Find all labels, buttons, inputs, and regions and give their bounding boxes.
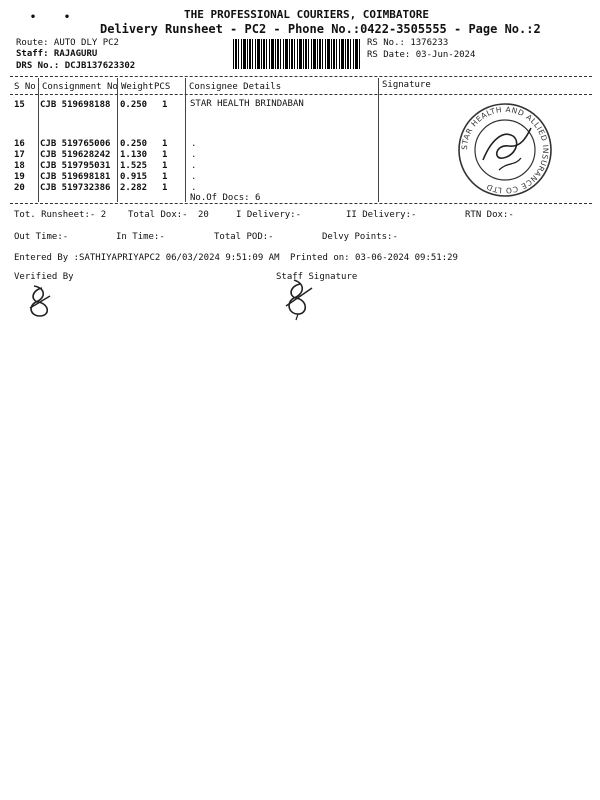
row-sno: 19: [14, 172, 25, 182]
total-pod: Total POD:-: [214, 232, 274, 242]
row-weight: 0.915: [120, 172, 148, 182]
i-delivery: I Delivery:-: [236, 210, 302, 220]
col-header-signature: Signature: [382, 80, 431, 90]
verified-signature: [24, 282, 56, 322]
row-consignment: CJB 519732386: [40, 183, 111, 193]
row-consignee: STAR HEALTH BRINDABAN: [190, 99, 304, 109]
column-separator: [378, 78, 379, 202]
delvy-points: Delvy Points:-: [322, 232, 398, 242]
col-header-consignment: Consignment No: [42, 82, 118, 92]
stray-mark: •: [64, 12, 71, 23]
out-time: Out Time:-: [14, 232, 69, 242]
runsheet-title: Delivery Runsheet - PC2 - Phone No.:0422-3505555 - Page No.:2: [100, 22, 541, 36]
drs-number: DRS No.: DCJB137623302: [16, 61, 136, 71]
row-pcs: 1: [162, 150, 168, 160]
column-separator: [185, 78, 186, 202]
company-stamp: [455, 100, 555, 200]
staff-signature-label: Staff Signature: [276, 272, 358, 282]
row-consignment: CJB 519795031: [40, 161, 111, 171]
rs-number: RS No.: 1376233: [367, 38, 449, 48]
row-consignee: .: [191, 139, 197, 149]
column-separator: [117, 78, 118, 202]
svg-text:STAR HEALTH AND ALLIED INSURAN: [460, 105, 550, 195]
company-name: THE PROFESSIONAL COURIERS, COIMBATORE: [184, 8, 430, 21]
row-consignee: .: [191, 183, 197, 193]
row-weight: 1.525: [120, 161, 148, 171]
row-pcs: 1: [162, 139, 168, 149]
total-dox-value: 20: [198, 210, 209, 220]
row-consignee: .: [191, 161, 197, 171]
col-header-consignee: Consignee Details: [189, 82, 282, 92]
col-header-weight: Weight: [121, 82, 154, 92]
row-weight: 0.250: [120, 100, 148, 110]
barcode: [233, 39, 361, 69]
column-separator: [38, 78, 39, 202]
row-pcs: 1: [162, 172, 168, 182]
row-pcs: 1: [162, 161, 168, 171]
row-sno: 20: [14, 183, 25, 193]
row-pcs: 1: [162, 183, 168, 193]
col-header-pcs: PCS: [154, 82, 171, 92]
no-of-docs: No.Of Docs: 6: [190, 193, 261, 203]
header-underline: [10, 94, 592, 95]
row-consignment: CJB 519698181: [40, 172, 111, 182]
row-sno: 15: [14, 100, 25, 110]
row-consignee: .: [191, 150, 197, 160]
table-bottom-border: [10, 203, 592, 204]
row-weight: 1.130: [120, 150, 148, 160]
table-top-border: [10, 76, 592, 77]
stamp-text: STAR HEALTH AND ALLIED INSURANCE CO LTD: [459, 104, 551, 196]
row-pcs: 1: [162, 100, 168, 110]
row-sno: 18: [14, 161, 25, 171]
row-consignment: CJB 519765006: [40, 139, 111, 149]
row-consignment: CJB 519628242: [40, 150, 111, 160]
row-consignment: CJB 519698188: [40, 100, 111, 110]
row-sno: 17: [14, 150, 25, 160]
ii-delivery: II Delivery:-: [346, 210, 417, 220]
col-header-sno: S No: [14, 82, 36, 92]
row-consignee: .: [191, 172, 197, 182]
stray-mark: •: [30, 12, 37, 23]
in-time: In Time:-: [116, 232, 165, 242]
row-sno: 16: [14, 139, 25, 149]
verified-by-label: Verified By: [14, 272, 74, 282]
row-weight: 2.282: [120, 183, 148, 193]
rtn-dox: RTN Dox:-: [465, 210, 514, 220]
entered-by: Entered By :SATHIYAPRIYAPC2 06/03/2024 9:51:09 AM: [14, 253, 280, 263]
tot-runsheet: Tot. Runsheet:- 2: [14, 210, 107, 220]
row-weight: 0.250: [120, 139, 148, 149]
printed-on: Printed on: 03-06-2024 09:51:29: [290, 253, 458, 263]
staff-label: Staff: RAJAGURU: [16, 49, 98, 59]
rs-date: RS Date: 03-Jun-2024: [367, 50, 476, 60]
total-dox-label: Total Dox:-: [128, 210, 188, 220]
staff-signature: [280, 276, 316, 322]
route-label: Route: AUTO DLY PC2: [16, 38, 119, 48]
